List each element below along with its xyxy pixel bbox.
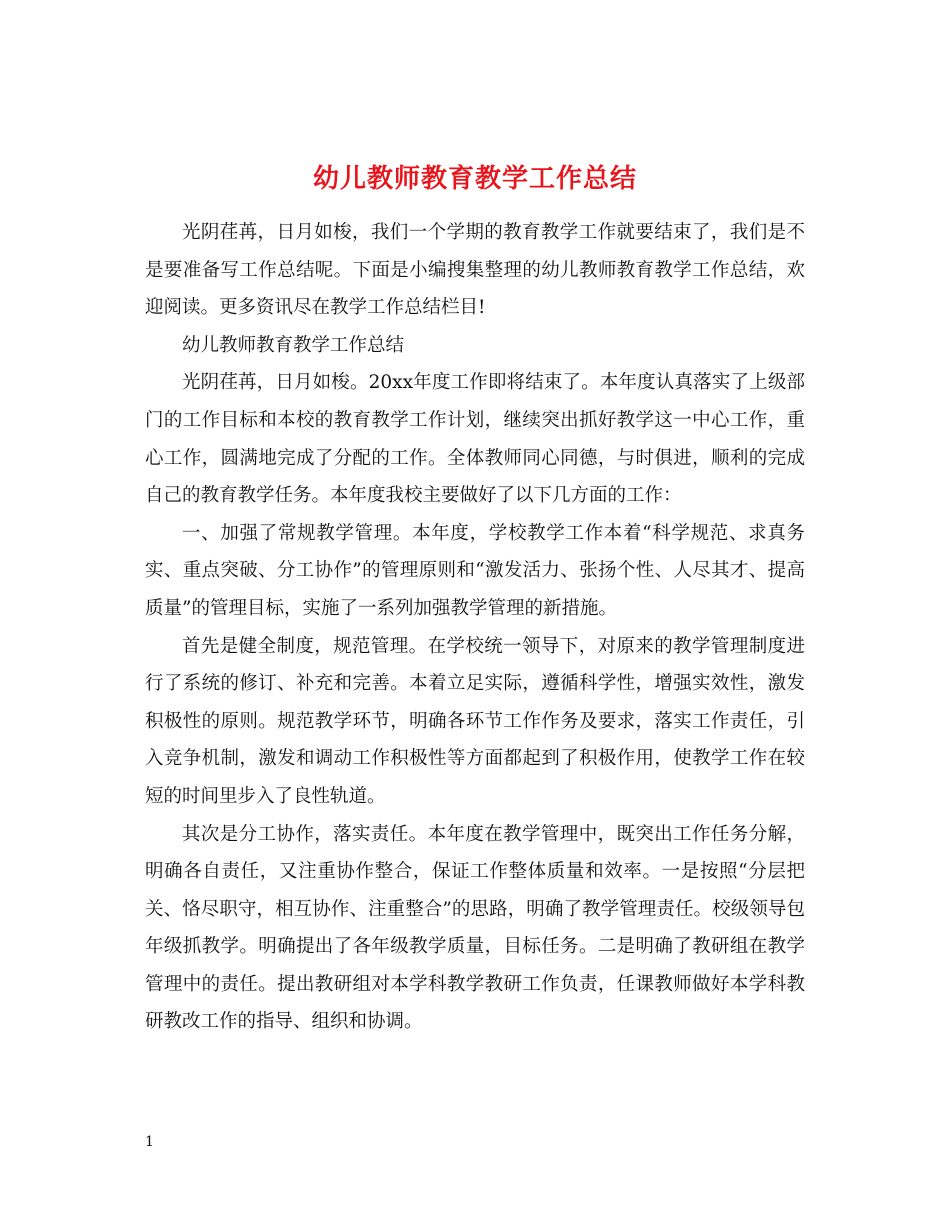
paragraph-overview: 光阴荏苒，日月如梭。20xx年度工作即将结束了。本年度认真落实了上级部门的工作目标和本校的教育教学工作计划，继续突出抓好教学这一中心工作，重心工作，圆满地完成了分配的工作。全体教师同心同德，与时俱进，顺利的完成自己的教育教学任务。本年度我校主要做好了以下几方面的工作： xyxy=(145,372,805,507)
paragraph-section-one: 一、加强了常规教学管理。本年度，学校教学工作本着“科学规范、求真务实、重点突破、分工协作”的管理原则和“激发活力、张扬个性、人尽其才、提高质量”的管理目标，实施了一系列加强教学管理的新措施。 xyxy=(145,522,805,619)
page-number: 1 xyxy=(145,1134,154,1150)
paragraph-subtitle: 幼儿教师教育教学工作总结 xyxy=(182,334,405,356)
document-body xyxy=(145,214,805,1041)
paragraph-intro: 光阴荏苒，日月如梭，我们一个学期的教育教学工作就要结束了，我们是不是要准备写工作总结呢。下面是小编搜集整理的幼儿教师教育教学工作总结，欢迎阅读。更多资讯尽在教学工作总结栏目! xyxy=(145,222,805,319)
paragraph-system-rules: 首先是健全制度，规范管理。在学校统一领导下，对原来的教学管理制度进行了系统的修订、补充和完善。本着立足实际，遵循科学性，增强实效性，激发积极性的原则。规范教学环节，明确各环节工作作务及要求，落实工作责任，引入竞争机制，激发和调动工作积极性等方面都起到了积极作用，使教学工作在较短的时间里步入了良性轨道。 xyxy=(145,635,805,807)
paragraph-division-of-work: 其次是分工协作，落实责任。本年度在教学管理中，既突出工作任务分解，明确各自责任，又注重协作整合，保证工作整体质量和效率。一是按照“分层把关、恪尽职守，相互协作、注重整合”的思路，明确了教学管理责任。校级领导包年级抓教学。明确提出了各年级教学质量，目标任务。二是明确了教研组在教学管理中的责任。提出教研组对本学科教学教研工作负责，任课教师做好本学科教研教改工作的指导、组织和协调。 xyxy=(145,823,805,1033)
page-title: 幼儿教师教育教学工作总结 xyxy=(312,164,637,195)
